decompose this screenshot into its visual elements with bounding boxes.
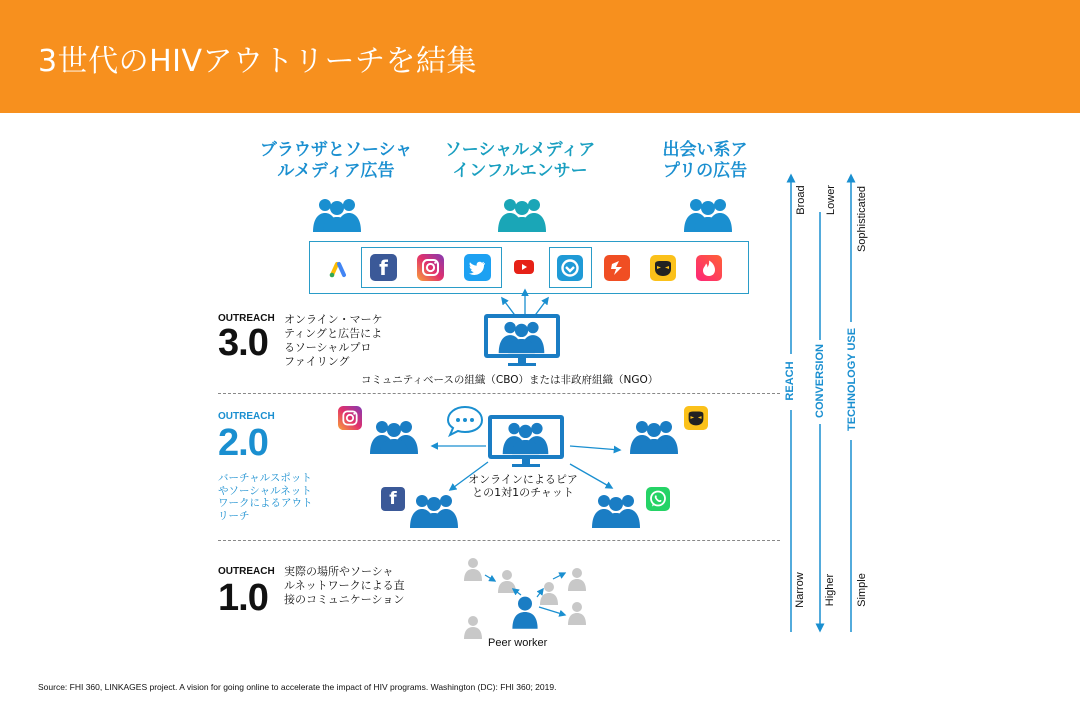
caption-line: オンラインによるピア [468,473,578,486]
desc-line: 接のコミュニケーション [284,593,405,606]
outreach1-label: OUTREACH [218,566,275,577]
group-icon-dating [678,196,738,232]
desc-line: やソーシャルネット [218,484,312,497]
category-line: ブラウザとソーシャ [259,140,413,160]
caption-line: との1対1のチャット [472,486,574,499]
separator-3-2 [218,393,780,394]
technology-axis-label: TECHNOLOGY USE [846,327,858,431]
desc-line: リーチ [218,509,250,522]
desc-line: ティングと広告によ [284,327,383,340]
group-icon-browser [307,196,367,232]
cbo-caption: コミュニティベースの組織（CBO）または非政府組織（NGO） [361,374,659,386]
desc-line: ルネットワークによる直 [284,579,405,592]
desc-line: ファイリング [284,355,350,368]
outreach3-label: OUTREACH [218,313,275,324]
facebook-icon-small: f [381,487,405,511]
youtube-icon [511,256,537,278]
peer-chat-caption [468,473,578,499]
reach-top-label: Broad [795,185,807,215]
category-line: 出会い系ア [662,140,748,160]
hornet-icon [557,255,583,281]
twitter-icon [464,254,491,281]
category-dating-ads [640,140,770,182]
desc-line: オンライン・マーケ [284,313,383,326]
peer-network-diagram [455,553,595,641]
peer-worker-label: Peer worker [488,637,548,649]
outreach1-number: 1.0 [218,577,268,619]
desc-line: バーチャルスポット [218,472,312,484]
outreach1-description [284,565,405,607]
group-icon-grindr-peers [624,418,684,454]
category-line: プリの広告 [662,161,748,181]
facebook-icon: f [370,254,397,281]
category-line: インフルエンサー [452,161,588,181]
technology-bottom-label: Simple [856,573,868,607]
whatsapp-icon [646,487,670,511]
outreach2-label: OUTREACH [218,411,275,422]
outreach3-description [284,313,383,369]
grindr-icon-small [684,406,708,430]
page-title: 3世代のHIVアウトリーチを結集 [38,44,478,79]
source-citation: Source: FHI 360, LINKAGES project. A vision for going online to accelerate the impact of HIV programs. Washington (DC): FHI 360; 2019. [38,682,557,692]
group-icon-influencers [492,196,552,232]
technology-top-label: Sophisticated [856,185,868,253]
conversion-top-label: Lower [825,185,837,215]
instagram-icon-small [338,406,362,430]
group-icon-whatsapp-peers [586,492,646,528]
google-ads-icon [325,256,351,282]
category-line: ソーシャルメディア [444,140,596,160]
monitor-icon-cbo [483,313,561,367]
instagram-icon [417,254,444,281]
group-icon-instagram-peers [364,418,424,454]
category-line: ルメディア広告 [277,161,395,181]
desc-line: るソーシャルプロ [284,341,372,354]
group-icon-facebook-peers [404,492,464,528]
category-influencers [442,140,598,182]
outreach2-description [218,472,313,522]
reach-bottom-label: Narrow [794,572,806,608]
outreach3-number: 3.0 [218,322,268,364]
separator-2-1 [218,540,780,541]
scruff-icon [604,255,630,281]
outreach2-number: 2.0 [218,422,268,464]
tinder-icon [696,255,722,281]
conversion-axis-label: CONVERSION [814,344,826,418]
conversion-bottom-label: Higher [824,573,836,607]
grindr-icon [650,255,676,281]
reach-axis-label: REACH [784,361,796,401]
category-browser-social-ads [258,140,414,182]
desc-line: ワークによるアウト [218,497,313,509]
desc-line: 実際の場所やソーシャ [284,565,394,578]
